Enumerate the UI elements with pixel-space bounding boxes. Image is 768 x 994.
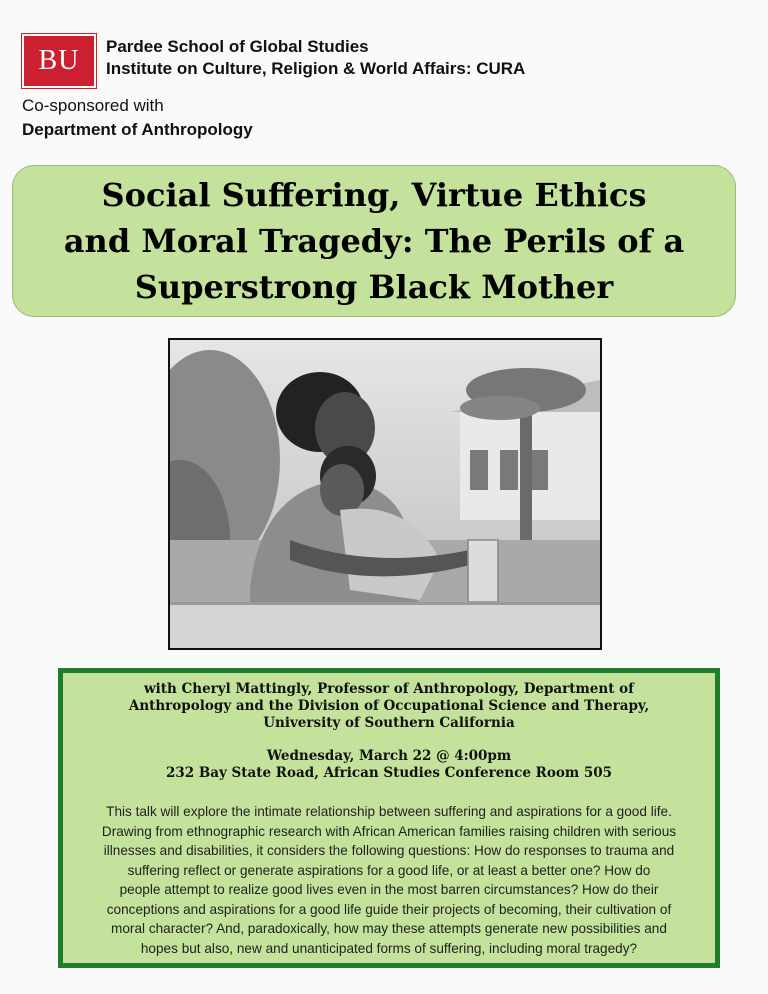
event-location: 232 Bay State Road, African Studies Conference Room 505 <box>165 765 613 781</box>
abstract-line: illnesses and disabilities, it considers the following questions: How do responses to trauma and <box>103 843 675 858</box>
title-line-3: Superstrong Black Mother <box>134 268 614 306</box>
title-line-1: Social Suffering, Virtue Ethics <box>101 176 647 214</box>
mother-and-child-photo <box>170 340 600 648</box>
speaker-line-3: University of Southern California <box>263 715 515 731</box>
cosponsor-block <box>22 94 253 142</box>
event-when-where <box>77 748 701 782</box>
abstract-line: hopes but also, new and unanticipated forms of suffering, including moral tragedy? <box>140 940 638 956</box>
abstract-line: suffering reflect or generate aspirations for a good life, or at least a better one? How do <box>127 862 651 878</box>
event-details-box <box>58 668 720 968</box>
title-line-2: and Moral Tragedy: The Perils of a <box>63 222 685 260</box>
cosponsor-label: Co-sponsored with <box>22 96 164 115</box>
bu-logo: BU <box>22 34 96 88</box>
abstract-line: conceptions and aspirations for a good life guide their projects of becoming, their cultivation of <box>106 901 672 917</box>
event-photo <box>168 338 602 650</box>
speaker-line-2: Anthropology and the Division of Occupational Science and Therapy, <box>128 698 650 714</box>
event-datetime: Wednesday, March 22 @ 4:00pm <box>266 748 512 764</box>
speaker-info <box>77 681 701 732</box>
speaker-line-1: with Cheryl Mattingly, Professor of Anthropology, Department of <box>144 681 634 697</box>
abstract-line: people attempt to realize good lives even in the most barren circumstances? How do their <box>119 882 659 897</box>
cosponsor-department: Department of Anthropology <box>22 120 253 139</box>
abstract-line: Drawing from ethnographic research with African American families raising children with serious <box>101 823 677 839</box>
abstract-line: This talk will explore the intimate relationship between suffering and aspirations for a good life. <box>106 804 672 819</box>
abstract-line: moral character? And, paradoxically, how may these attempts generate new possibilities and <box>111 921 667 936</box>
event-title-box <box>12 165 736 317</box>
org-line-cura: Institute on Culture, Religion & World Affairs: CURA <box>106 59 526 78</box>
organization-block <box>106 36 525 80</box>
event-title <box>19 172 729 310</box>
org-line-pardee: Pardee School of Global Studies <box>106 37 369 56</box>
event-abstract <box>69 802 709 958</box>
